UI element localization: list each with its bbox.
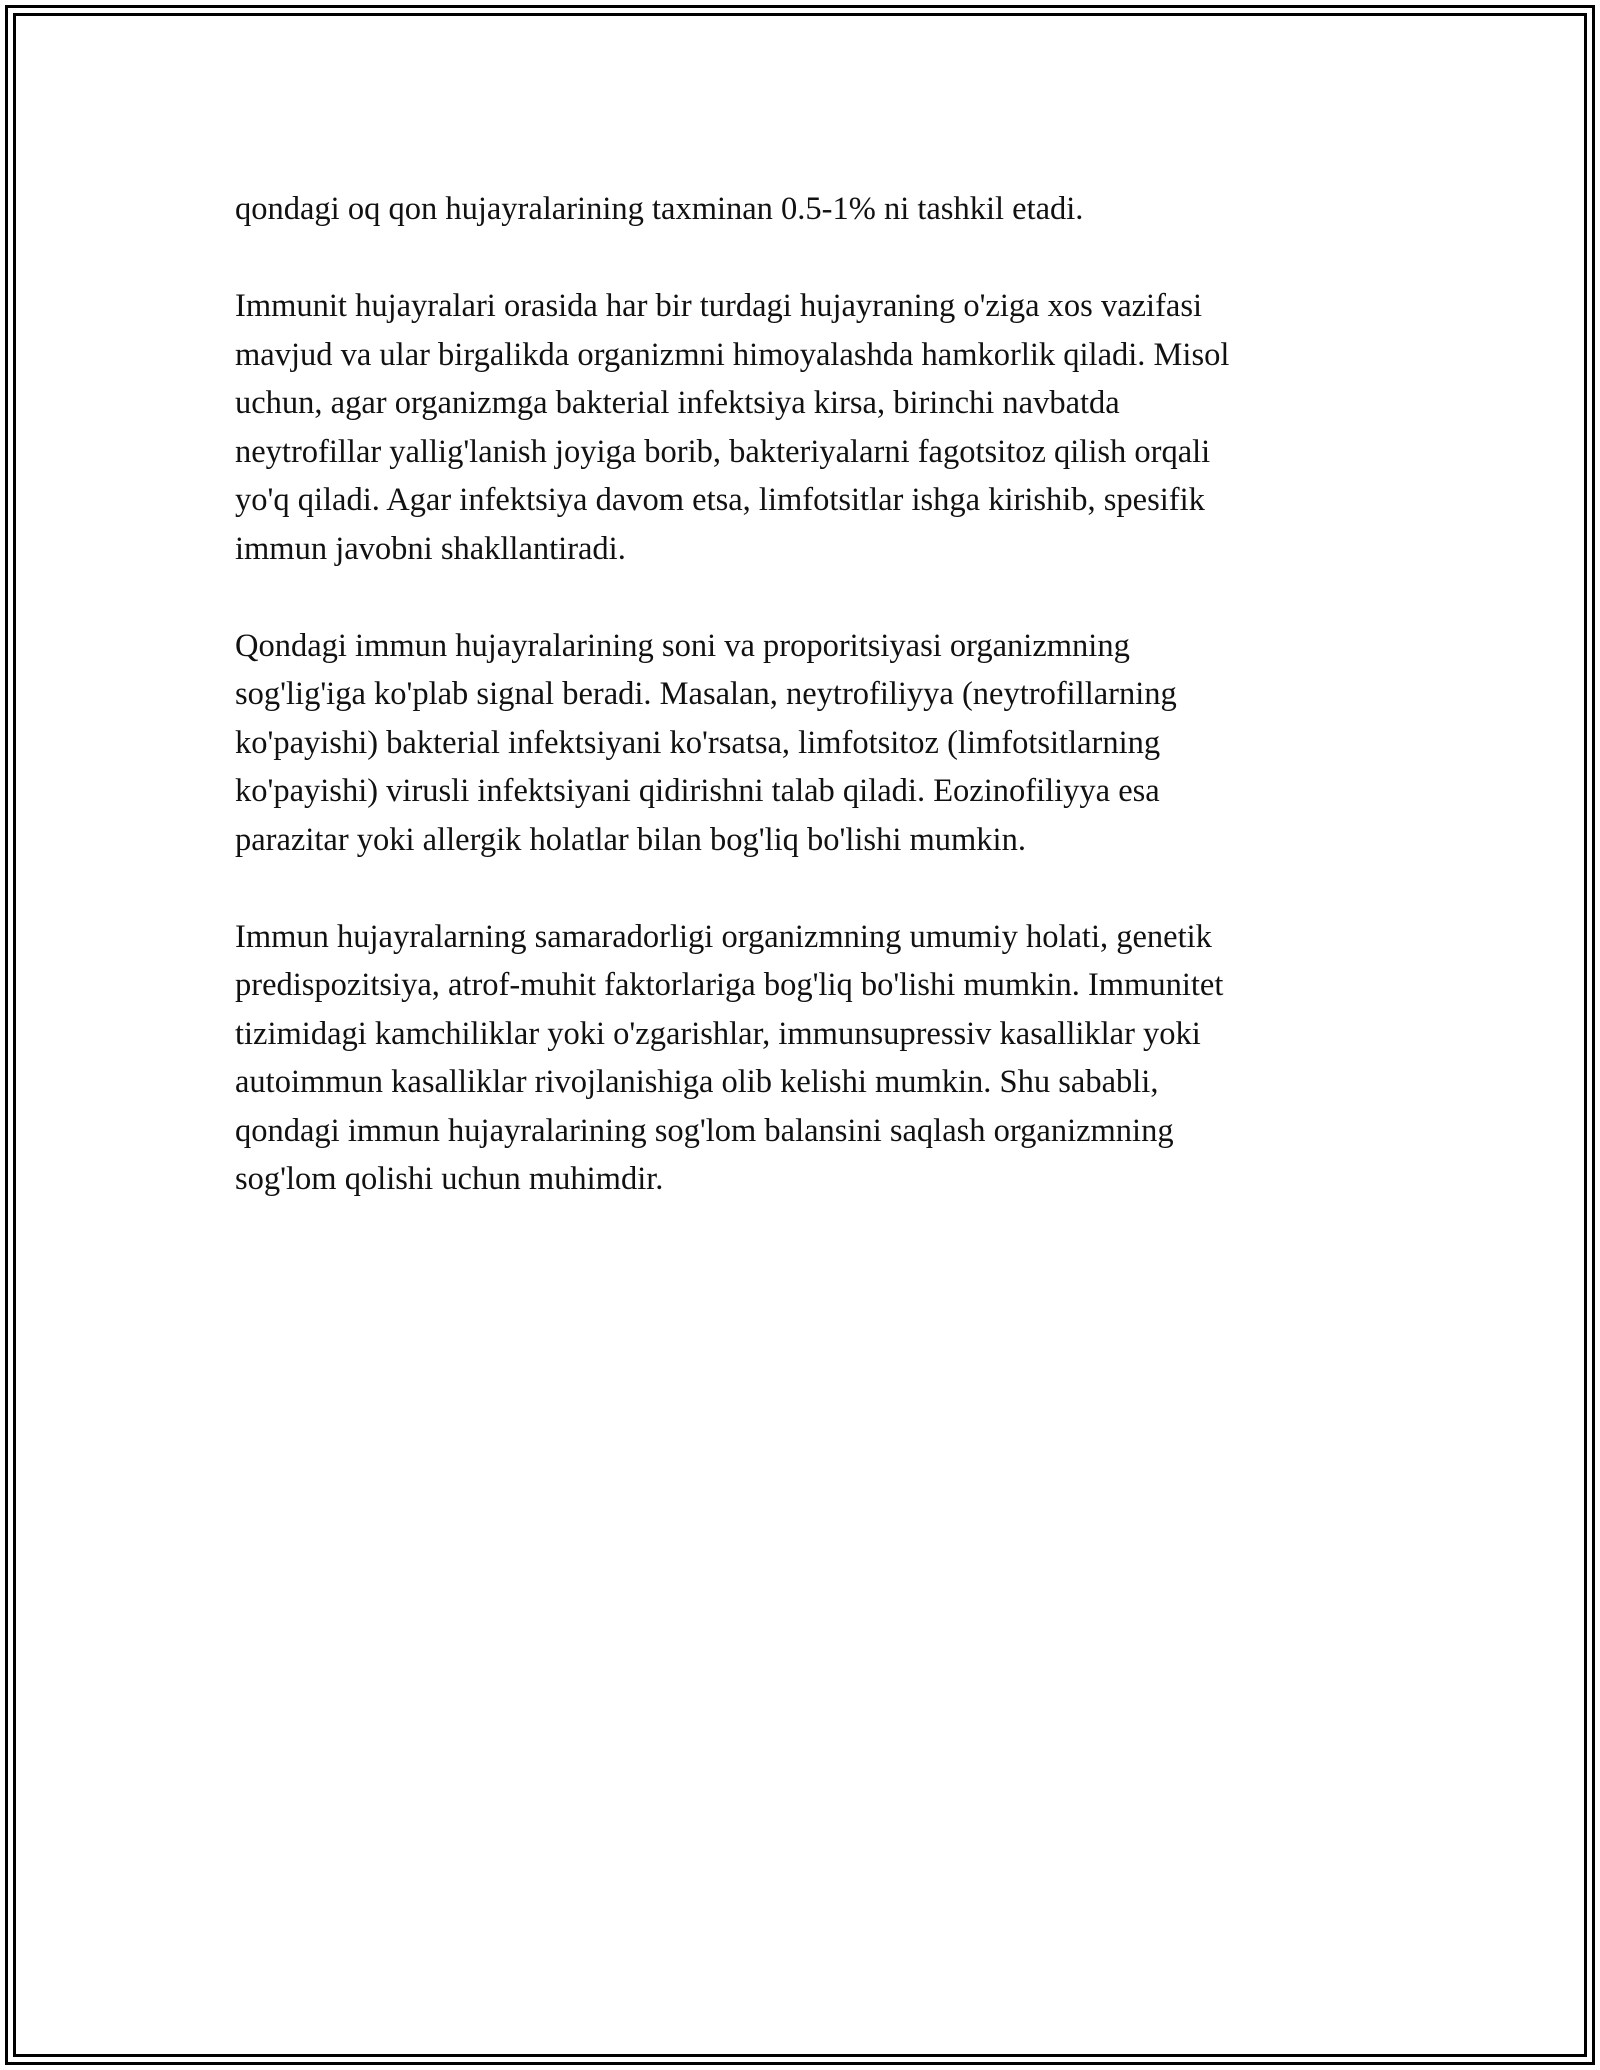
paragraph-4: Immun hujayralarning samaradorligi organizmning umumiy holati, genetik predispozitsiya, atrof-muhit faktorlariga bog'liq bo'lishi mumkin. Immunitet tizimidagi kamchiliklar yoki o'zgarishlar, immunsupressiv kasalliklar yoki autoimmun kasalliklar rivojlanishiga olib kelishi mumkin. Shu sababli, qondagi immun hujayralarining sog'lom balansini saqlash organizmning sog'lom qolishi uchun muhimdir. bbox=[235, 918, 1224, 1197]
document-body bbox=[235, 185, 1375, 1252]
paragraph-3: Qondagi immun hujayralarining soni va proporitsiyasi organizmning sog'lig'iga ko'plab signal beradi. Masalan, neytrofiliyya (neytrofillarning ko'payishi) bakterial infektsiyani ko'rsatsa, limfotsitoz (limfotsitlarning ko'payishi) virusli infektsiyani qidirishni talab qiladi. Eozinofiliyya esa parazitar yoki allergik holatlar bilan bog'liq bo'lishi mumkin. bbox=[235, 627, 1177, 858]
paragraph-1: qondagi oq qon hujayralarining taxminan 0.5-1% ni tashkil etadi. bbox=[235, 191, 1084, 227]
paragraph-2: Immunit hujayralari orasida har bir turdagi hujayraning o'ziga xos vazifasi mavjud va ular birgalikda organizmni himoyalashda hamkorlik qiladi. Misol uchun, agar organizmga bakterial infektsiya kirsa, birinchi navbatda neytrofillar yallig'lanish joyiga borib, bakteriyalarni fagotsitoz qilish orqali yo'q qiladi. Agar infektsiya davom etsa, limfotsitlar ishga kirishib, spesifik immun javobni shakllantiradi. bbox=[235, 288, 1230, 567]
